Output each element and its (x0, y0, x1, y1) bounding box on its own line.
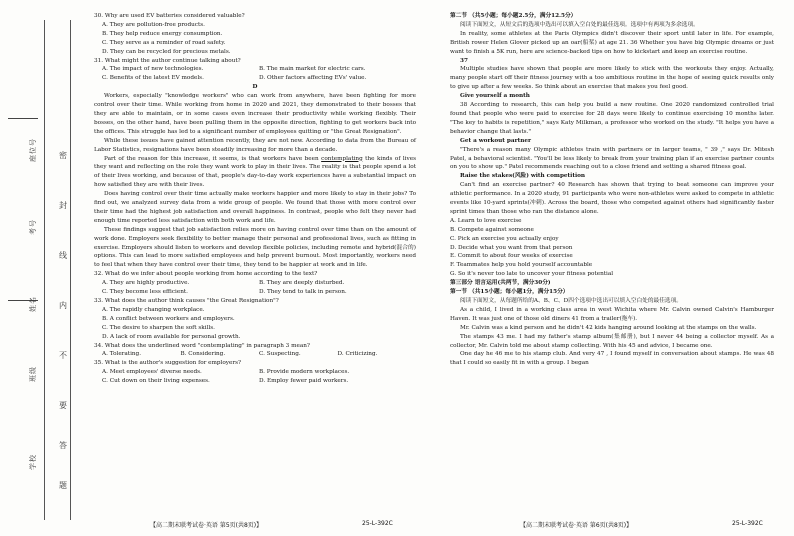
section-2-instructions: 阅读下面短文，从短文后的选项中选出可以填入空白处的最佳选项。选项中有两项为多余选项。 (460, 21, 699, 28)
page-6-column (450, 12, 774, 368)
q31-option-c: C. Benefits of the latest EV models. (102, 75, 204, 82)
underlined-word: contemplating (321, 155, 363, 162)
seal-char: 题 (59, 481, 67, 490)
part-3-section-1: 第一节 （共15小题；每小题1分，满分15分） (450, 289, 569, 296)
option-c: C. Pick an exercise you actually enjoy (450, 235, 559, 242)
q31-option-d: D. Other factors affecting EVs' value. (259, 75, 367, 82)
q31-options-row2 (94, 74, 416, 83)
question-32: 32. What do we infer about people working from home according to the text? (94, 271, 318, 278)
page-5-footer (150, 520, 393, 529)
option-b: B. Compete against someone (450, 226, 534, 233)
passage-letter: D (252, 84, 258, 91)
q32-option-c: C. They become less efficient. (102, 289, 188, 296)
seal-char: 线 (59, 251, 67, 260)
q34-option-c: C. Suspecting. (259, 351, 301, 358)
q30-option-b: B. They help reduce energy consumption. (102, 30, 223, 37)
field-seat-label: 座位号 (29, 138, 37, 162)
subheading-month: Give yourself a month (460, 93, 530, 100)
page-6-title: 【高二期末联考试卷·英语 第6页(共8页)】 (520, 522, 633, 529)
subheading-competition: Raise the stakes(风险) with competition (460, 173, 586, 180)
seal-char: 密 (59, 151, 67, 160)
part-3-heading: 第三部分 语言运用(共两节，满分30分) (450, 280, 551, 287)
q32-option-b: B. They are deeply disturbed. (259, 280, 345, 287)
option-g: G. So it's never too late to uncover your fitness potential (450, 271, 614, 278)
cloze-para-1: As a child, I lived in a working class area in west Wichita where Mr. Calvin owned Calvin's Hamburger Haven. It was just one of those old diners 41 from a trailer(拖车). (450, 306, 774, 322)
field-exam-label: 考号 (29, 219, 37, 235)
option-f: F. Teammates help you hold yourself accountable (450, 262, 593, 269)
question-34: 34. What does the underlined word "contemplating" in paragraph 3 mean? (94, 342, 310, 349)
page-5-column (94, 12, 416, 386)
field-name-label: 姓名 (29, 296, 37, 312)
seven-choose-five-para-4: "There's a reason many Olympic athletes train with partners or in larger teams, " 39 ," says Dr. Mitesh Patel, a behavioral scientist. "You'll be less likely to break from your training plan if an exercise partner counts on you to show up." Patel recommends reaching out to a close friend and setting a shared fitness goal. (450, 146, 774, 171)
seven-choose-five-para-3: 38 According to research, this can help you build a new routine. One 2020 randomized controlled trial found that people who were paid to exercise for 28 days were likely to continue exercising 10 months later. "The key to habits is repetition," says Katy Milkman, a professor who worked on the study. "It helps you have a behavior change that lasts." (450, 102, 774, 135)
passage-d-para-3 (94, 155, 416, 191)
q30-option-c: C. They serve as a reminder of road safety. (102, 39, 226, 46)
q30-option-d: D. They can be recycled for precious metals. (102, 48, 231, 55)
page-6-code: 25-L-392C (732, 520, 763, 527)
seal-char: 不 (59, 351, 67, 360)
subheading-partner: Get a workout partner (460, 137, 531, 144)
para3-start: Part of the reason for this increase, it seems, is that workers have been (104, 155, 322, 162)
seal-char: 要 (59, 401, 67, 410)
q35-option-d: D. Employ fewer paid workers. (259, 378, 349, 385)
q34-option-d: D. Criticizing. (337, 351, 378, 358)
q35-option-b: B. Provide modern workplaces. (259, 369, 350, 376)
seal-char: 内 (59, 301, 67, 310)
q34-option-b: B. Considering. (180, 351, 226, 358)
q33-option-c: C. The desire to sharpen the soft skills. (102, 324, 215, 331)
q35-option-a: A. Meet employees' diverse needs. (102, 369, 202, 376)
q32-options-row1 (94, 279, 416, 288)
q31-option-b: B. The main market for electric cars. (259, 66, 366, 73)
field-rule-seat (8, 118, 38, 119)
q32-option-a: A. They are highly productive. (102, 280, 190, 287)
seven-choose-five-para-1: In reality, some athletes at the Paris Olympics didn't discover their sport until later in life. For example, British rower Helen Glover picked up an oar(船桨) at age 21. 36 Whether you have big Olympic dreams or just want to finish a 5K run, here are science-backed tips on how to kickstart and keep an exercise routine. (450, 30, 774, 55)
cloze-para-3: The stamps 43 me. I had my father's stamp album(集邮册), but I never 44 being a collector myself. As a collector, Mr. Calvin told me about stamp collecting. With his 45 and advice, I became one. (450, 333, 774, 349)
q35-options-row1 (94, 368, 416, 377)
part-3-instructions: 阅读下面短文，从每题所给的A、B、C、D四个选项中选出可以填入空白处的最佳选项。 (460, 298, 682, 304)
blank-37: 37 (460, 57, 468, 64)
q31-options-row1 (94, 65, 416, 74)
field-class-label: 班级 (29, 366, 37, 382)
option-a: A. Learn to love exercise (450, 217, 522, 224)
seal-line (70, 20, 71, 520)
q32-options-row2 (94, 288, 416, 297)
seven-choose-five-para-2: Multiple studies have shown that people are more likely to stick with the workouts they enjoy. Actually, many people start off their fitness journey with a too ambitious routine in the hope of seeing quick results only to give up after a few weeks. So think about an exercise that makes you feel good. (450, 66, 774, 91)
q33-option-d: D. A lack of room available for personal growth. (102, 333, 241, 340)
passage-d-para-2: While these issues have gained attention recently, they are not new. According to data from the Bureau of Labor Statistics, resignations have been steadily increasing for more than a decade. (94, 137, 416, 153)
question-30: 30. Why are used EV batteries considered valuable? (94, 13, 245, 19)
question-31: 31. What might the author continue talking about? (94, 57, 241, 64)
passage-d-para-1: Workers, especially "knowledge workers" who can work from anywhere, have been fighting for more control over their time. While working from home in 2020 and 2021, they demonstrated to their bosses that they are able to maintain, or in some cases even increase their productivity while working flexibly. Their bosses, on the other hand, have been pulling them in the opposite direction, fighting to get workers back into the offices. This struggle has led to a significant number of employees quitting or "the Great Resignation". (94, 93, 416, 135)
para3-end: the kinds of lives they want and reflecting on the role they want work to play in their lives. The reality is that people spend a lot of their lives working, and because of that, people's day-to-day work experiences have a substantial impact on how satisfied they are with their lives. (94, 155, 417, 189)
page-5-code: 25-L-392C (362, 520, 393, 527)
q35-options-row2 (94, 377, 416, 386)
field-school-label: 学校 (29, 454, 37, 470)
q30-option-a: A. They are pollution-free products. (102, 21, 205, 28)
binding-margin (0, 0, 84, 536)
page-6-footer (520, 520, 763, 529)
passage-d-para-4: Does having control over their time actually make workers happier and more likely to stay in their jobs? To find out, we analyzed survey data from a wide group of people. We found that those with more control over their time had the highest job satisfaction and overall happiness. In contrast, people who felt they never had enough time reported less satisfaction with both work and life. (94, 191, 416, 224)
passage-d-para-5: These findings suggest that job satisfaction relies more on having control over time than on the amount of work done. Employers seek flexibility to better manage their personal and professional lives, such as fitting in exercise. Employers should listen to workers and develop flexible policies, including remote and hybrid(混合的) options. This can lead to more satisfied employees and help prevent burnout. Most importantly, workers need to feel that when they have control over their time, they tend to be happier at work and in life. (94, 226, 416, 269)
seal-char: 封 (59, 201, 67, 210)
cloze-para-4: One day he 46 me to his stamp club. And very 47 , I found myself in conversation about stamps. He was 48 that I could so easily fit in with a group. I began (450, 351, 774, 367)
q34-options (94, 350, 416, 359)
q32-option-d: D. They tend to talk in person. (259, 289, 347, 296)
binding-line (44, 20, 45, 520)
q31-option-a: A. The impact of new technologies. (102, 66, 204, 73)
seal-char: 答 (59, 441, 67, 450)
option-d: D. Decide what you want from that person (450, 244, 573, 251)
question-35: 35. What is the author's suggestion for employers? (94, 360, 242, 367)
section-2-heading: 第二节 （共5小题；每小题2.5分，满分12.5分） (450, 13, 577, 19)
q33-option-a: A. The rapidly changing workplace. (102, 306, 205, 313)
q34-option-a: A. Tolerating. (102, 351, 142, 358)
q33-option-b: B. A conflict between workers and employers. (102, 315, 235, 322)
seven-choose-five-para-5: Can't find an exercise partner? 40 Research has shown that trying to beat someone can improve your athletic performance. In a 2020 study, 91 participants who were non-athletes were asked to compete in athletic events like 10-yard sprints(冲刺). Across the board, those who competed against others had significantly faster sprint times than those who ran the distance alone. (450, 182, 774, 215)
option-e: E. Commit to about four weeks of exercise (450, 253, 573, 260)
question-33: 33. What does the author think causes "the Great Resignation"? (94, 298, 279, 304)
q35-option-c: C. Cut down on their living expenses. (102, 378, 210, 385)
page-5-title: 【高二期末联考试卷·英语 第5页(共8页)】 (150, 522, 263, 529)
cloze-para-2: Mr. Calvin was a kind person and he didn't 42 kids hanging around looking at the stamps on the walls. (460, 324, 757, 331)
